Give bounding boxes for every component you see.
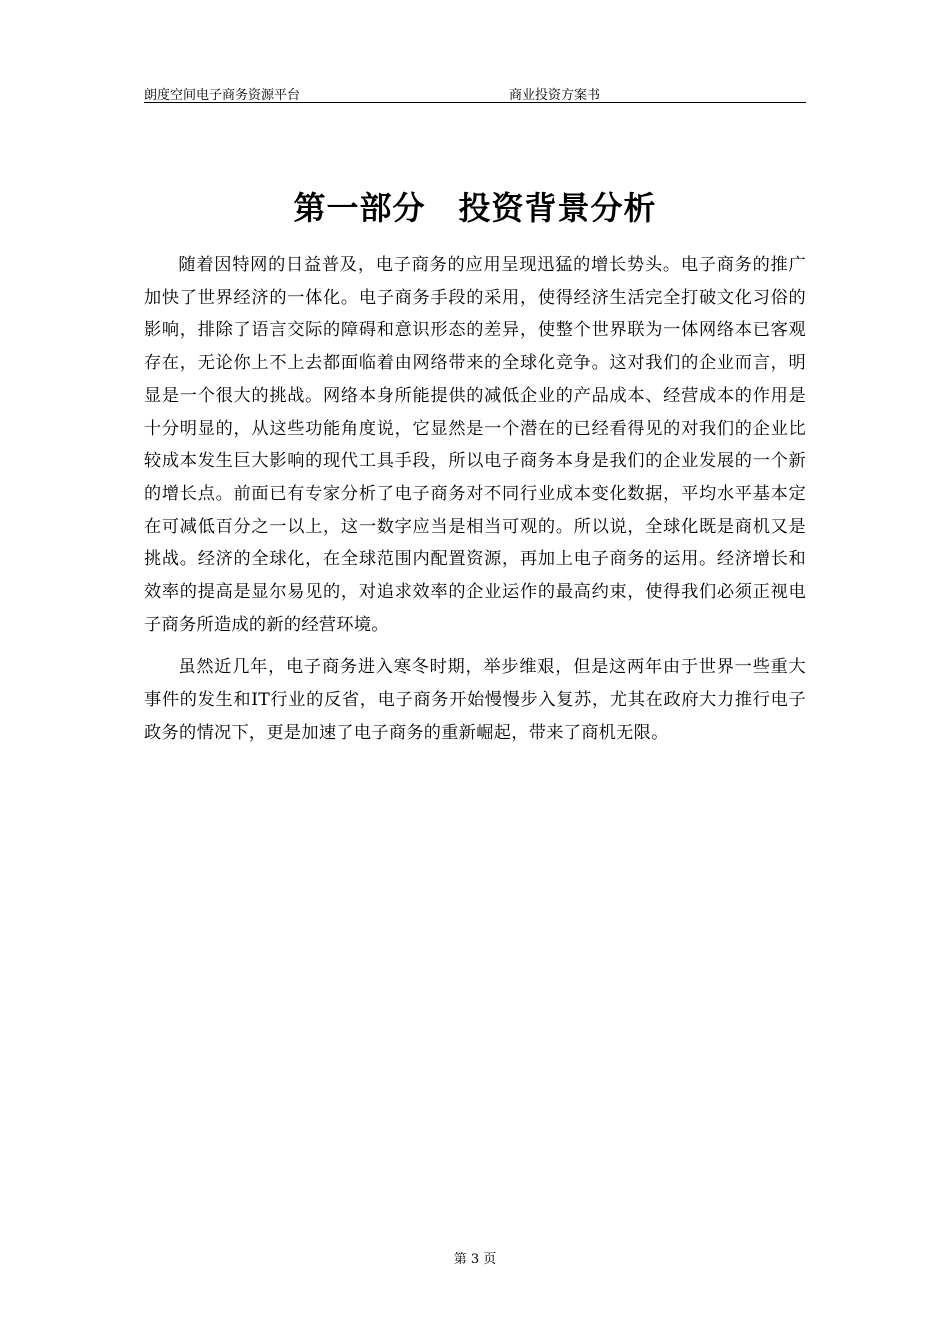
body-text	[144, 249, 806, 760]
paragraph-1: 随着因特网的日益普及，电子商务的应用呈现迅猛的增长势头。电子商务的推广加快了世界经济的一体化。电子商务手段的采用，使得经济生活完全打破文化习俗的影响，排除了语言交际的障碍和意识形态的差异，使整个世界联为一体网络本已客观存在，无论你上不上去都面临着由网络带来的全球化竞争。这对我们的企业而言，明显是一个很大的挑战。网络本身所能提供的减低企业的产品成本、经营成本的作用是十分明显的，从这些功能角度说，它显然是一个潜在的已经看得见的对我们的企业比较成本发生巨大影响的现代工具手段，所以电子商务本身是我们的企业发展的一个新的增长点。前面已有专家分析了电子商务对不同行业成本变化数据，平均水平基本定在可减低百分之一以上，这一数字应当是相当可观的。所以说，全球化既是商机又是挑战。经济的全球化，在全球范围内配置资源，再加上电子商务的运用。经济增长和效率的提高是显尔易见的，对追求效率的企业运作的最高约束，使得我们必须正视电子商务所造成的新的经营环境。	[144, 255, 806, 635]
header-document-name: 商业投资方案书	[509, 88, 601, 103]
page-number: 第 3 页	[453, 1252, 497, 1267]
section-title: 第一部分 投资背景分析	[293, 189, 657, 227]
page-header	[144, 82, 806, 103]
header-platform-name: 朗度空间电子商务资源平台	[144, 88, 301, 103]
paragraph-2: 虽然近几年，电子商务进入寒冬时期，举步维艰，但是这两年由于世界一些重大事件的发生和IT行业的反省，电子商务开始慢慢步入复苏，尤其在政府大力推行电子政务的情况下，更是加速了电子商务的重新崛起，带来了商机无限。	[144, 657, 806, 743]
